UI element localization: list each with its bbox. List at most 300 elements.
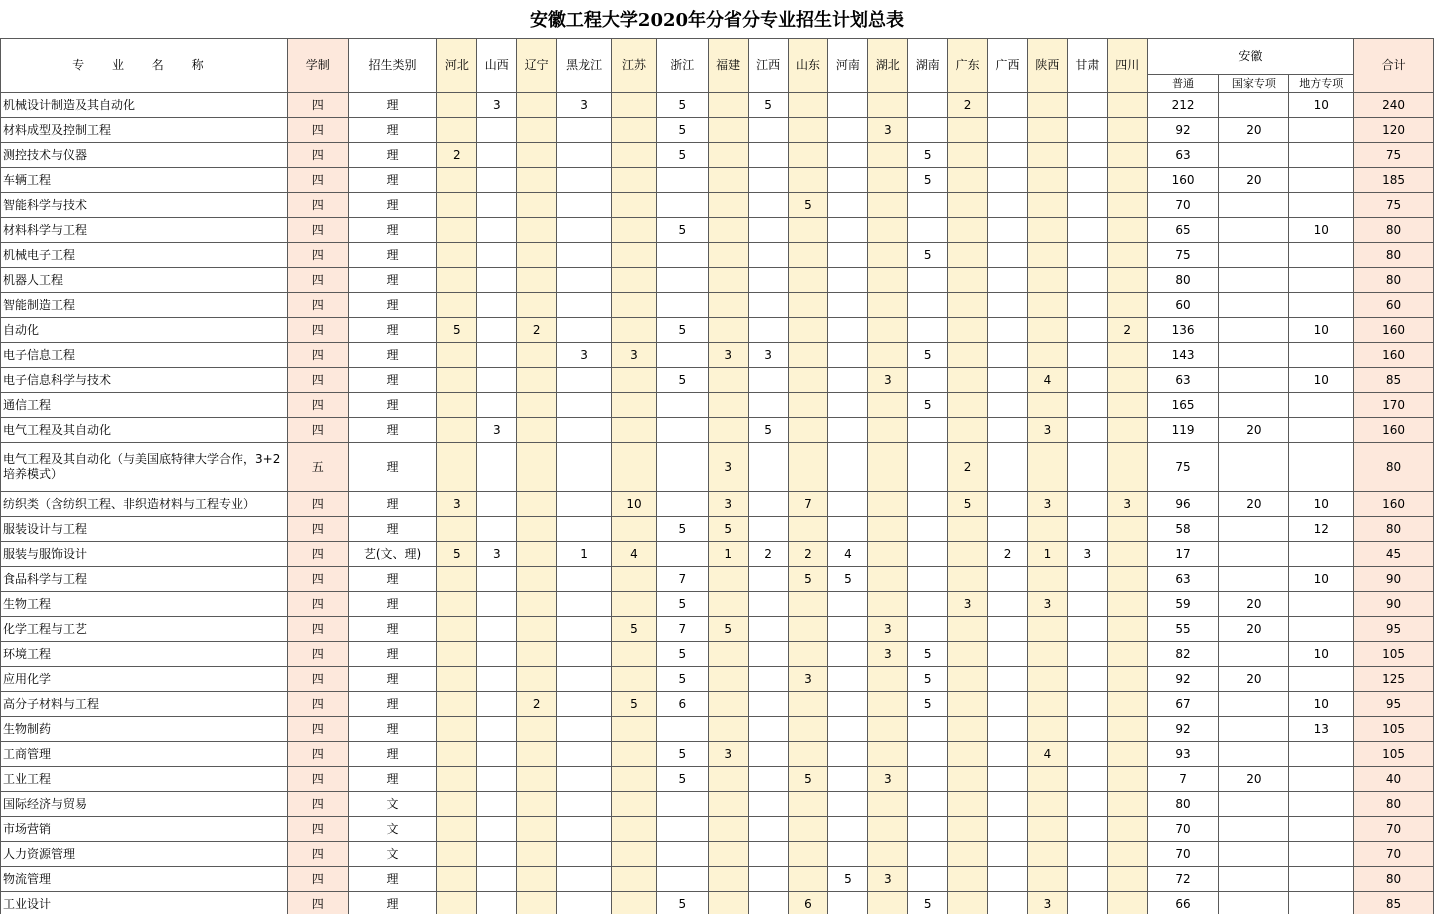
province-cell[interactable]: [908, 567, 948, 592]
province-cell[interactable]: [612, 792, 657, 817]
duration-cell[interactable]: 四: [287, 393, 348, 418]
province-cell[interactable]: [788, 517, 828, 542]
province-cell[interactable]: [948, 842, 988, 867]
province-cell[interactable]: [748, 243, 788, 268]
province-cell[interactable]: [612, 293, 657, 318]
province-cell[interactable]: [557, 717, 612, 742]
duration-cell[interactable]: 四: [287, 817, 348, 842]
major-name-cell[interactable]: 电子信息工程: [1, 343, 288, 368]
province-cell[interactable]: [612, 567, 657, 592]
major-name-cell[interactable]: 高分子材料与工程: [1, 692, 288, 717]
anhui-cell[interactable]: 10: [1289, 492, 1354, 517]
province-cell[interactable]: [517, 368, 557, 393]
province-cell[interactable]: [748, 318, 788, 343]
province-cell[interactable]: 5: [656, 118, 708, 143]
anhui-cell[interactable]: [1289, 443, 1354, 492]
province-cell[interactable]: 3: [868, 368, 908, 393]
anhui-cell[interactable]: [1289, 168, 1354, 193]
anhui-cell[interactable]: 65: [1147, 218, 1219, 243]
province-cell[interactable]: [557, 667, 612, 692]
duration-cell[interactable]: 四: [287, 767, 348, 792]
province-cell[interactable]: [612, 667, 657, 692]
province-cell[interactable]: [788, 717, 828, 742]
province-cell[interactable]: [477, 268, 517, 293]
province-cell[interactable]: [656, 243, 708, 268]
province-cell[interactable]: [708, 792, 748, 817]
category-cell[interactable]: 理: [348, 168, 437, 193]
province-cell[interactable]: [656, 293, 708, 318]
province-cell[interactable]: [828, 892, 868, 914]
province-cell[interactable]: [828, 792, 868, 817]
province-cell[interactable]: 5: [656, 143, 708, 168]
province-cell[interactable]: [437, 443, 477, 492]
anhui-cell[interactable]: 80: [1147, 792, 1219, 817]
province-cell[interactable]: [1107, 118, 1147, 143]
duration-cell[interactable]: 四: [287, 642, 348, 667]
province-cell[interactable]: [1067, 443, 1107, 492]
major-name-cell[interactable]: 机械电子工程: [1, 243, 288, 268]
header-province[interactable]: 广西: [988, 39, 1028, 93]
province-cell[interactable]: [948, 193, 988, 218]
total-cell[interactable]: 60: [1354, 293, 1434, 318]
duration-cell[interactable]: 四: [287, 168, 348, 193]
province-cell[interactable]: [477, 667, 517, 692]
province-cell[interactable]: [868, 193, 908, 218]
province-cell[interactable]: [517, 393, 557, 418]
province-cell[interactable]: [477, 517, 517, 542]
province-cell[interactable]: [988, 642, 1028, 667]
province-cell[interactable]: [868, 567, 908, 592]
province-cell[interactable]: [908, 617, 948, 642]
province-cell[interactable]: [1027, 443, 1067, 492]
province-cell[interactable]: [612, 93, 657, 118]
province-cell[interactable]: [748, 218, 788, 243]
province-cell[interactable]: [788, 93, 828, 118]
anhui-cell[interactable]: 96: [1147, 492, 1219, 517]
province-cell[interactable]: [748, 293, 788, 318]
category-cell[interactable]: 理: [348, 318, 437, 343]
province-cell[interactable]: [908, 93, 948, 118]
province-cell[interactable]: 3: [1107, 492, 1147, 517]
province-cell[interactable]: [788, 592, 828, 617]
province-cell[interactable]: [948, 418, 988, 443]
duration-cell[interactable]: 四: [287, 717, 348, 742]
province-cell[interactable]: [1027, 243, 1067, 268]
province-cell[interactable]: [908, 218, 948, 243]
province-cell[interactable]: [868, 93, 908, 118]
anhui-cell[interactable]: [1219, 517, 1289, 542]
province-cell[interactable]: [708, 268, 748, 293]
total-cell[interactable]: 80: [1354, 517, 1434, 542]
category-cell[interactable]: 理: [348, 243, 437, 268]
anhui-cell[interactable]: 10: [1289, 692, 1354, 717]
header-major[interactable]: 专 业 名 称: [1, 39, 288, 93]
province-cell[interactable]: [948, 817, 988, 842]
anhui-cell[interactable]: [1289, 817, 1354, 842]
province-cell[interactable]: 3: [477, 418, 517, 443]
header-province[interactable]: 广东: [948, 39, 988, 93]
province-cell[interactable]: [517, 642, 557, 667]
total-cell[interactable]: 40: [1354, 767, 1434, 792]
anhui-cell[interactable]: [1219, 892, 1289, 914]
province-cell[interactable]: [788, 817, 828, 842]
province-cell[interactable]: 6: [656, 692, 708, 717]
total-cell[interactable]: 105: [1354, 642, 1434, 667]
province-cell[interactable]: [828, 517, 868, 542]
province-cell[interactable]: [477, 692, 517, 717]
major-name-cell[interactable]: 电气工程及其自动化: [1, 418, 288, 443]
province-cell[interactable]: [1027, 767, 1067, 792]
province-cell[interactable]: [828, 817, 868, 842]
province-cell[interactable]: [828, 667, 868, 692]
total-cell[interactable]: 75: [1354, 143, 1434, 168]
major-name-cell[interactable]: 智能科学与技术: [1, 193, 288, 218]
anhui-cell[interactable]: 10: [1289, 318, 1354, 343]
province-cell[interactable]: [517, 667, 557, 692]
province-cell[interactable]: [988, 143, 1028, 168]
province-cell[interactable]: [988, 842, 1028, 867]
province-cell[interactable]: [437, 218, 477, 243]
anhui-cell[interactable]: 82: [1147, 642, 1219, 667]
category-cell[interactable]: 艺(文、理): [348, 542, 437, 567]
province-cell[interactable]: [1027, 867, 1067, 892]
province-cell[interactable]: [868, 817, 908, 842]
province-cell[interactable]: [612, 817, 657, 842]
province-cell[interactable]: [788, 867, 828, 892]
province-cell[interactable]: 5: [748, 93, 788, 118]
province-cell[interactable]: [1107, 293, 1147, 318]
province-cell[interactable]: [788, 792, 828, 817]
province-cell[interactable]: [908, 767, 948, 792]
province-cell[interactable]: 4: [1027, 742, 1067, 767]
province-cell[interactable]: [1107, 592, 1147, 617]
province-cell[interactable]: 5: [612, 692, 657, 717]
province-cell[interactable]: [1067, 792, 1107, 817]
province-cell[interactable]: [517, 93, 557, 118]
anhui-cell[interactable]: 20: [1219, 667, 1289, 692]
anhui-cell[interactable]: [1289, 293, 1354, 318]
province-cell[interactable]: [988, 817, 1028, 842]
category-cell[interactable]: 理: [348, 343, 437, 368]
province-cell[interactable]: [517, 293, 557, 318]
province-cell[interactable]: [948, 717, 988, 742]
province-cell[interactable]: [437, 817, 477, 842]
anhui-cell[interactable]: 67: [1147, 692, 1219, 717]
province-cell[interactable]: [437, 168, 477, 193]
duration-cell[interactable]: 五: [287, 443, 348, 492]
province-cell[interactable]: [988, 742, 1028, 767]
province-cell[interactable]: [1067, 617, 1107, 642]
province-cell[interactable]: [748, 368, 788, 393]
province-cell[interactable]: [868, 293, 908, 318]
total-cell[interactable]: 70: [1354, 817, 1434, 842]
province-cell[interactable]: [612, 143, 657, 168]
province-cell[interactable]: [908, 542, 948, 567]
province-cell[interactable]: [748, 767, 788, 792]
province-cell[interactable]: [656, 817, 708, 842]
province-cell[interactable]: [708, 243, 748, 268]
major-name-cell[interactable]: 国际经济与贸易: [1, 792, 288, 817]
category-cell[interactable]: 理: [348, 492, 437, 517]
major-name-cell[interactable]: 车辆工程: [1, 168, 288, 193]
province-cell[interactable]: [1107, 817, 1147, 842]
province-cell[interactable]: 3: [1027, 892, 1067, 914]
province-cell[interactable]: 5: [788, 767, 828, 792]
province-cell[interactable]: [557, 168, 612, 193]
anhui-cell[interactable]: [1219, 842, 1289, 867]
province-cell[interactable]: 3: [708, 492, 748, 517]
province-cell[interactable]: [828, 418, 868, 443]
province-cell[interactable]: [1067, 492, 1107, 517]
province-cell[interactable]: 5: [828, 567, 868, 592]
major-name-cell[interactable]: 工商管理: [1, 742, 288, 767]
province-cell[interactable]: 5: [908, 243, 948, 268]
major-name-cell[interactable]: 材料科学与工程: [1, 218, 288, 243]
province-cell[interactable]: [948, 243, 988, 268]
anhui-cell[interactable]: [1219, 293, 1289, 318]
major-name-cell[interactable]: 服装设计与工程: [1, 517, 288, 542]
province-cell[interactable]: [517, 742, 557, 767]
province-cell[interactable]: [477, 867, 517, 892]
province-cell[interactable]: [612, 268, 657, 293]
province-cell[interactable]: [788, 268, 828, 293]
major-name-cell[interactable]: 工业工程: [1, 767, 288, 792]
province-cell[interactable]: 1: [557, 542, 612, 567]
province-cell[interactable]: [1067, 892, 1107, 914]
header-category[interactable]: 招生类别: [348, 39, 437, 93]
province-cell[interactable]: 5: [656, 667, 708, 692]
province-cell[interactable]: [1027, 218, 1067, 243]
total-cell[interactable]: 185: [1354, 168, 1434, 193]
anhui-cell[interactable]: [1219, 268, 1289, 293]
province-cell[interactable]: [788, 418, 828, 443]
province-cell[interactable]: [517, 118, 557, 143]
province-cell[interactable]: [1107, 767, 1147, 792]
category-cell[interactable]: 理: [348, 642, 437, 667]
province-cell[interactable]: 3: [1027, 418, 1067, 443]
anhui-cell[interactable]: 10: [1289, 218, 1354, 243]
total-cell[interactable]: 170: [1354, 393, 1434, 418]
province-cell[interactable]: [908, 492, 948, 517]
duration-cell[interactable]: 四: [287, 293, 348, 318]
province-cell[interactable]: [988, 517, 1028, 542]
province-cell[interactable]: [477, 343, 517, 368]
province-cell[interactable]: [1107, 93, 1147, 118]
province-cell[interactable]: [828, 492, 868, 517]
province-cell[interactable]: [748, 492, 788, 517]
category-cell[interactable]: 理: [348, 517, 437, 542]
province-cell[interactable]: [612, 892, 657, 914]
province-cell[interactable]: [1107, 542, 1147, 567]
category-cell[interactable]: 理: [348, 767, 437, 792]
province-cell[interactable]: [517, 517, 557, 542]
province-cell[interactable]: [477, 218, 517, 243]
category-cell[interactable]: 理: [348, 567, 437, 592]
province-cell[interactable]: [517, 143, 557, 168]
province-cell[interactable]: [477, 243, 517, 268]
province-cell[interactable]: 1: [708, 542, 748, 567]
province-cell[interactable]: [748, 717, 788, 742]
province-cell[interactable]: [517, 193, 557, 218]
anhui-cell[interactable]: [1289, 767, 1354, 792]
province-cell[interactable]: [557, 368, 612, 393]
province-cell[interactable]: [557, 243, 612, 268]
province-cell[interactable]: [828, 368, 868, 393]
province-cell[interactable]: 5: [908, 168, 948, 193]
province-cell[interactable]: [748, 617, 788, 642]
anhui-cell[interactable]: 92: [1147, 667, 1219, 692]
province-cell[interactable]: [477, 193, 517, 218]
province-cell[interactable]: [612, 767, 657, 792]
province-cell[interactable]: [988, 767, 1028, 792]
major-name-cell[interactable]: 物流管理: [1, 867, 288, 892]
province-cell[interactable]: [557, 792, 612, 817]
anhui-cell[interactable]: 20: [1219, 617, 1289, 642]
province-cell[interactable]: [988, 268, 1028, 293]
province-cell[interactable]: [948, 567, 988, 592]
province-cell[interactable]: [748, 268, 788, 293]
anhui-cell[interactable]: [1219, 542, 1289, 567]
province-cell[interactable]: [748, 517, 788, 542]
anhui-cell[interactable]: [1289, 143, 1354, 168]
total-cell[interactable]: 85: [1354, 892, 1434, 914]
province-cell[interactable]: [748, 143, 788, 168]
province-cell[interactable]: [708, 817, 748, 842]
province-cell[interactable]: [437, 268, 477, 293]
province-cell[interactable]: [1067, 767, 1107, 792]
province-cell[interactable]: [1107, 617, 1147, 642]
province-cell[interactable]: [437, 667, 477, 692]
province-cell[interactable]: [1027, 717, 1067, 742]
duration-cell[interactable]: 四: [287, 418, 348, 443]
province-cell[interactable]: [477, 767, 517, 792]
province-cell[interactable]: 2: [517, 318, 557, 343]
anhui-cell[interactable]: 70: [1147, 193, 1219, 218]
major-name-cell[interactable]: 人力资源管理: [1, 842, 288, 867]
province-cell[interactable]: 3: [868, 642, 908, 667]
province-cell[interactable]: [908, 268, 948, 293]
province-cell[interactable]: [557, 592, 612, 617]
header-province[interactable]: 湖北: [868, 39, 908, 93]
province-cell[interactable]: [828, 842, 868, 867]
province-cell[interactable]: [788, 443, 828, 492]
anhui-cell[interactable]: [1219, 443, 1289, 492]
anhui-cell[interactable]: 75: [1147, 243, 1219, 268]
province-cell[interactable]: [1067, 93, 1107, 118]
province-cell[interactable]: [828, 617, 868, 642]
province-cell[interactable]: [1067, 642, 1107, 667]
major-name-cell[interactable]: 自动化: [1, 318, 288, 343]
header-province[interactable]: 山东: [788, 39, 828, 93]
category-cell[interactable]: 文: [348, 842, 437, 867]
major-name-cell[interactable]: 材料成型及控制工程: [1, 118, 288, 143]
anhui-cell[interactable]: 10: [1289, 567, 1354, 592]
province-cell[interactable]: [612, 218, 657, 243]
anhui-cell[interactable]: 136: [1147, 318, 1219, 343]
province-cell[interactable]: [437, 867, 477, 892]
province-cell[interactable]: [908, 792, 948, 817]
province-cell[interactable]: 3: [1027, 492, 1067, 517]
province-cell[interactable]: 5: [656, 767, 708, 792]
anhui-cell[interactable]: [1219, 817, 1289, 842]
province-cell[interactable]: [557, 443, 612, 492]
anhui-cell[interactable]: 10: [1289, 642, 1354, 667]
province-cell[interactable]: [828, 268, 868, 293]
total-cell[interactable]: 80: [1354, 867, 1434, 892]
anhui-cell[interactable]: [1219, 567, 1289, 592]
province-cell[interactable]: [948, 343, 988, 368]
province-cell[interactable]: [612, 118, 657, 143]
major-name-cell[interactable]: 市场营销: [1, 817, 288, 842]
province-cell[interactable]: [708, 368, 748, 393]
province-cell[interactable]: [612, 393, 657, 418]
province-cell[interactable]: [748, 443, 788, 492]
province-cell[interactable]: [656, 867, 708, 892]
total-cell[interactable]: 120: [1354, 118, 1434, 143]
province-cell[interactable]: [748, 168, 788, 193]
province-cell[interactable]: [612, 717, 657, 742]
anhui-cell[interactable]: [1289, 867, 1354, 892]
province-cell[interactable]: [868, 592, 908, 617]
province-cell[interactable]: [1027, 268, 1067, 293]
province-cell[interactable]: [1107, 842, 1147, 867]
anhui-cell[interactable]: [1289, 592, 1354, 617]
province-cell[interactable]: [708, 667, 748, 692]
province-cell[interactable]: [517, 542, 557, 567]
total-cell[interactable]: 160: [1354, 343, 1434, 368]
province-cell[interactable]: [612, 168, 657, 193]
province-cell[interactable]: [557, 617, 612, 642]
province-cell[interactable]: [868, 343, 908, 368]
province-cell[interactable]: [828, 592, 868, 617]
category-cell[interactable]: 理: [348, 118, 437, 143]
province-cell[interactable]: 7: [788, 492, 828, 517]
province-cell[interactable]: [988, 867, 1028, 892]
total-cell[interactable]: 85: [1354, 368, 1434, 393]
province-cell[interactable]: [948, 118, 988, 143]
province-cell[interactable]: [788, 642, 828, 667]
province-cell[interactable]: [1067, 168, 1107, 193]
province-cell[interactable]: [517, 567, 557, 592]
province-cell[interactable]: 3: [1027, 592, 1067, 617]
anhui-cell[interactable]: [1289, 892, 1354, 914]
category-cell[interactable]: 理: [348, 418, 437, 443]
province-cell[interactable]: [1027, 118, 1067, 143]
category-cell[interactable]: 理: [348, 268, 437, 293]
duration-cell[interactable]: 四: [287, 667, 348, 692]
province-cell[interactable]: 7: [656, 567, 708, 592]
province-cell[interactable]: [1027, 642, 1067, 667]
duration-cell[interactable]: 四: [287, 617, 348, 642]
province-cell[interactable]: [868, 517, 908, 542]
province-cell[interactable]: [988, 393, 1028, 418]
anhui-cell[interactable]: [1289, 418, 1354, 443]
province-cell[interactable]: 5: [656, 517, 708, 542]
province-cell[interactable]: [477, 393, 517, 418]
province-cell[interactable]: [612, 742, 657, 767]
anhui-cell[interactable]: [1219, 867, 1289, 892]
category-cell[interactable]: 理: [348, 193, 437, 218]
province-cell[interactable]: [656, 717, 708, 742]
province-cell[interactable]: [612, 867, 657, 892]
province-cell[interactable]: [612, 517, 657, 542]
category-cell[interactable]: 理: [348, 592, 437, 617]
province-cell[interactable]: [656, 792, 708, 817]
anhui-cell[interactable]: 143: [1147, 343, 1219, 368]
province-cell[interactable]: [1067, 867, 1107, 892]
major-name-cell[interactable]: 应用化学: [1, 667, 288, 692]
province-cell[interactable]: [557, 567, 612, 592]
